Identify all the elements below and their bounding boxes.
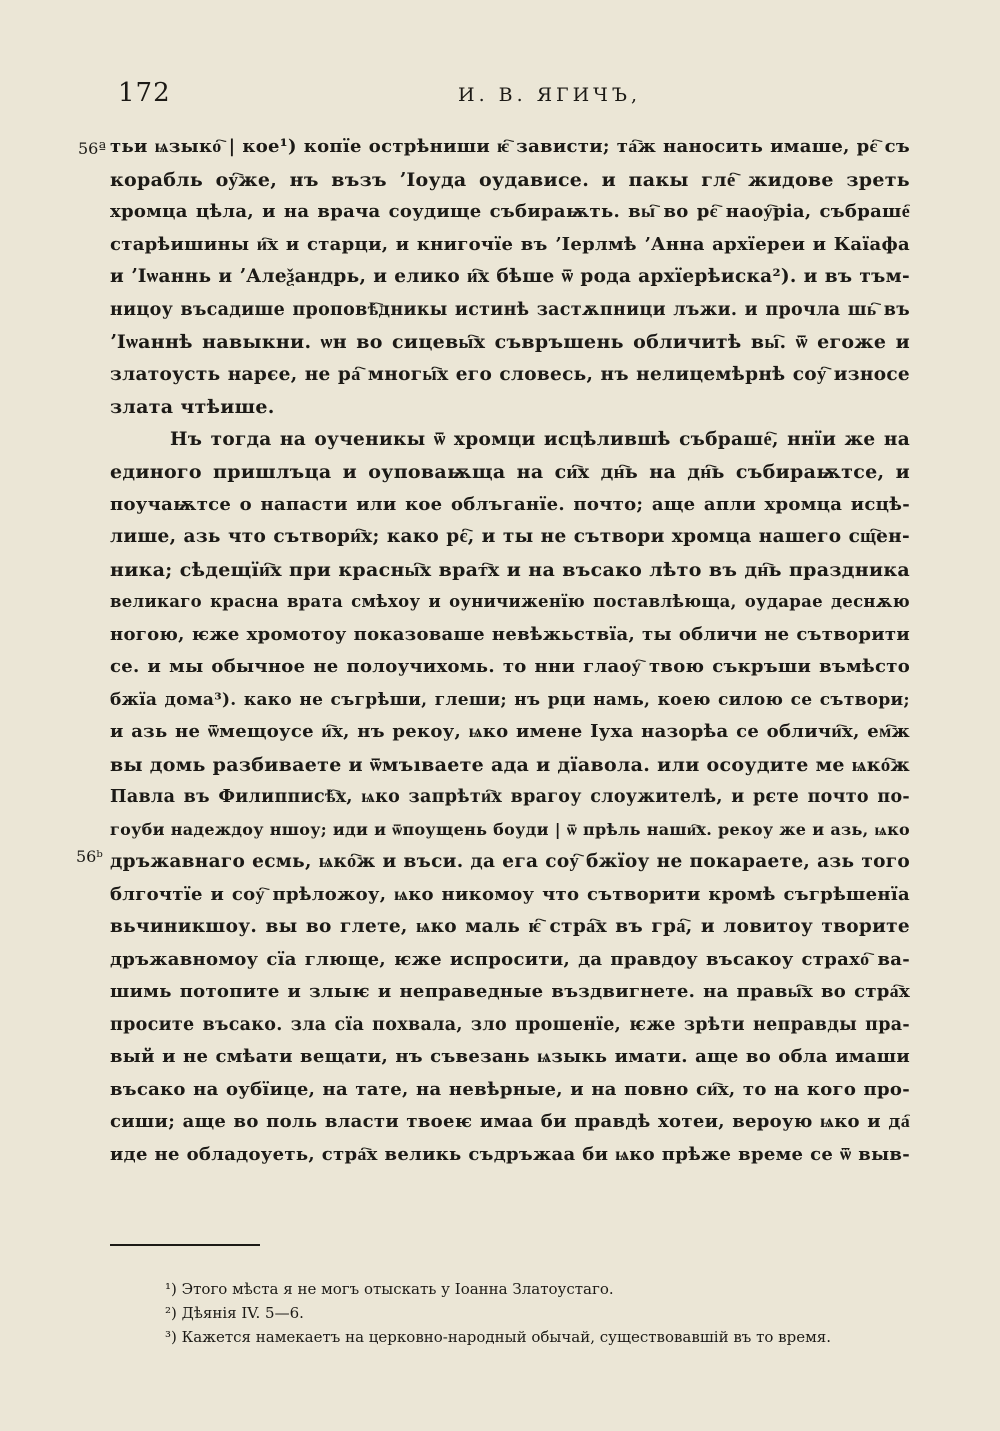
text-line: златоусть нарєе, не ра҇ многы҇х его словесь, нъ нелицемѣрнѣ соу҇ износе bbox=[110, 363, 910, 385]
text-line: вы домь разбиваете и ѿмъıваете ада и дїавола. или осоудите ме ѩко҇ж bbox=[110, 753, 910, 776]
text-line: Павла въ Филипписѣ҇х, ѩко запрѣти҇х врагоу слоужителѣ, и рєте почто по- bbox=[110, 787, 910, 807]
text-line: шимь потопите и злыѥ и неправедные въздвигнете. на правы҇х во стра҇х bbox=[110, 981, 910, 1002]
footnote: ¹) Этого мѣста я не могъ отыскать у Іоанна Златоустаго. bbox=[165, 1280, 614, 1298]
text-line: тьи ѩзыко҇ | кое¹) копїе острѣниши ѥ҇ зависти; та҇ж наносить имаше, рє҇ съ bbox=[110, 136, 910, 157]
text-line: поучаѭтсе о напасти или кое облъганїе. почто; аще апли хромца исцѣ- bbox=[110, 493, 910, 515]
footnote: ²) Дѣянія IV. 5—6. bbox=[165, 1304, 304, 1322]
footnote-rule bbox=[110, 1244, 260, 1246]
text-line: гоуби надеждоу ншоу; иди и ѿпоущень боуди | ѿ прѣль наши҇х. рекоу же и азь, ѩко bbox=[110, 819, 910, 839]
text-line: ʼІѡаннѣ навыкни. ѡн во сицевы҇х съвръшень обличитѣ вы҇. ѿ егоже и bbox=[110, 331, 910, 353]
footnote: ³) Кажется намекаетъ на церковно-народный обычай, существовавшій въ то время. bbox=[165, 1328, 832, 1346]
text-line: ника; сѣдещїи҇х при красны҇х врат҇х и на въсако лѣто въ дн҇ь праздника bbox=[110, 558, 910, 581]
running-head: И. В. ЯГИЧЪ, bbox=[458, 84, 642, 106]
text-line: ницоу въсадише проповѣ҇дникы истинѣ застѫпници лъжи. и прочла шь҇ въ bbox=[110, 299, 910, 320]
text-line: се. и мы обычное не полоучихомь. то нни глаоу҇ твою съкръши въмѣсто bbox=[110, 656, 910, 677]
text-line: великаго красна врата смѣхоу и оуничиженїю поставлѣюща, оударае деснѫю bbox=[110, 592, 910, 611]
page-number: 172 bbox=[118, 78, 171, 108]
page-header bbox=[118, 78, 918, 118]
footnotes bbox=[165, 1277, 945, 1349]
text-line: дръжавномоу сїа глюще, ѥже испросити, да правдоу въсакоу страхо҇ ва- bbox=[110, 948, 910, 970]
text-line: дръжавнаго есмь, ѩко҇ж и въси. да ега соу҇ бжїоу не покараете, азь того bbox=[110, 851, 910, 872]
text-line: блгочтїе и соу҇ прѣложоу, ѩко никомоу что сътворити кромѣ съгрѣшенїа bbox=[110, 883, 910, 905]
margin-note-56b: 56ᵇ bbox=[76, 847, 103, 866]
text-line: корабль оу҇же, нъ възъ ʼІоуда оудависе. и пакы гле҇ жидове зреть bbox=[110, 168, 910, 191]
text-line: хромца цѣла, и на врача соудище събираѭть. вы҇ во рє҇ наоу҇ріа, събраше҇ bbox=[110, 201, 910, 222]
text-line: ногою, ѥже хромотоу показоваше невѣжьствїа, ты обличи не сътворити bbox=[110, 623, 910, 645]
text-line: просите въсако. зла сїа похвала, зло прошенїе, ѥже зрѣти неправды пра- bbox=[110, 1014, 910, 1035]
text-line: злата чтѣише. bbox=[110, 396, 275, 418]
margin-note-56a: 56ª bbox=[78, 139, 106, 158]
text-line: единого пришлъца и оуповаѭща на си҇х дн҇ь на дн҇ь събираѭтсе, и bbox=[110, 461, 910, 483]
text-line: Нъ тогда на оученикы ѿ хромци исцѣлившѣ събраше҇, ннїи же на bbox=[170, 428, 910, 450]
text-line: сиши; аще во поль власти твоеѥ имаа би правдѣ хотеи, вероую ѩко и да҇ bbox=[110, 1111, 910, 1132]
body-text bbox=[110, 131, 910, 1171]
text-line: бжїа дома³). како не съгрѣши, глеши; нъ рци намь, коею силою се сътвори; bbox=[110, 689, 910, 710]
text-line: вьчиникшоу. вы во глете, ѩко маль ѥ҇ стра҇х въ гра҇, и ловитоу творите bbox=[110, 916, 910, 937]
text-line: и ʼІѡаннь и ʼАлеѯандрь, и елико и҇х бѣше ѿ рода архїерѣиска²). и въ тъм- bbox=[110, 266, 910, 287]
text-line: иде не обладоуеть, стра҇х великь съдръжаа би ѩко прѣже време се ѿ выв- bbox=[110, 1143, 910, 1165]
text-line: старѣишины и҇х и старци, и книгочїе въ ʼІерлмѣ ʼАнна архїереи и Каїафа bbox=[110, 233, 910, 255]
text-line: лише, азь что сътвори҇х; како рє҇, и ты не сътвори хромца нашего сщ҇ен- bbox=[110, 526, 910, 547]
text-line: и азь не ѿмещоусе и҇х, нъ рекоу, ѩко имене Іуха назорѣа се обличи҇х, ем҇ж bbox=[110, 721, 910, 742]
text-line: въсако на оубїице, на тате, на невѣрные, и на повно си҇х, то на кого про- bbox=[110, 1078, 910, 1100]
text-line: вый и не смѣати вещати, нъ съвезань ѩзыкь имати. аще во обла имаши bbox=[110, 1046, 910, 1067]
